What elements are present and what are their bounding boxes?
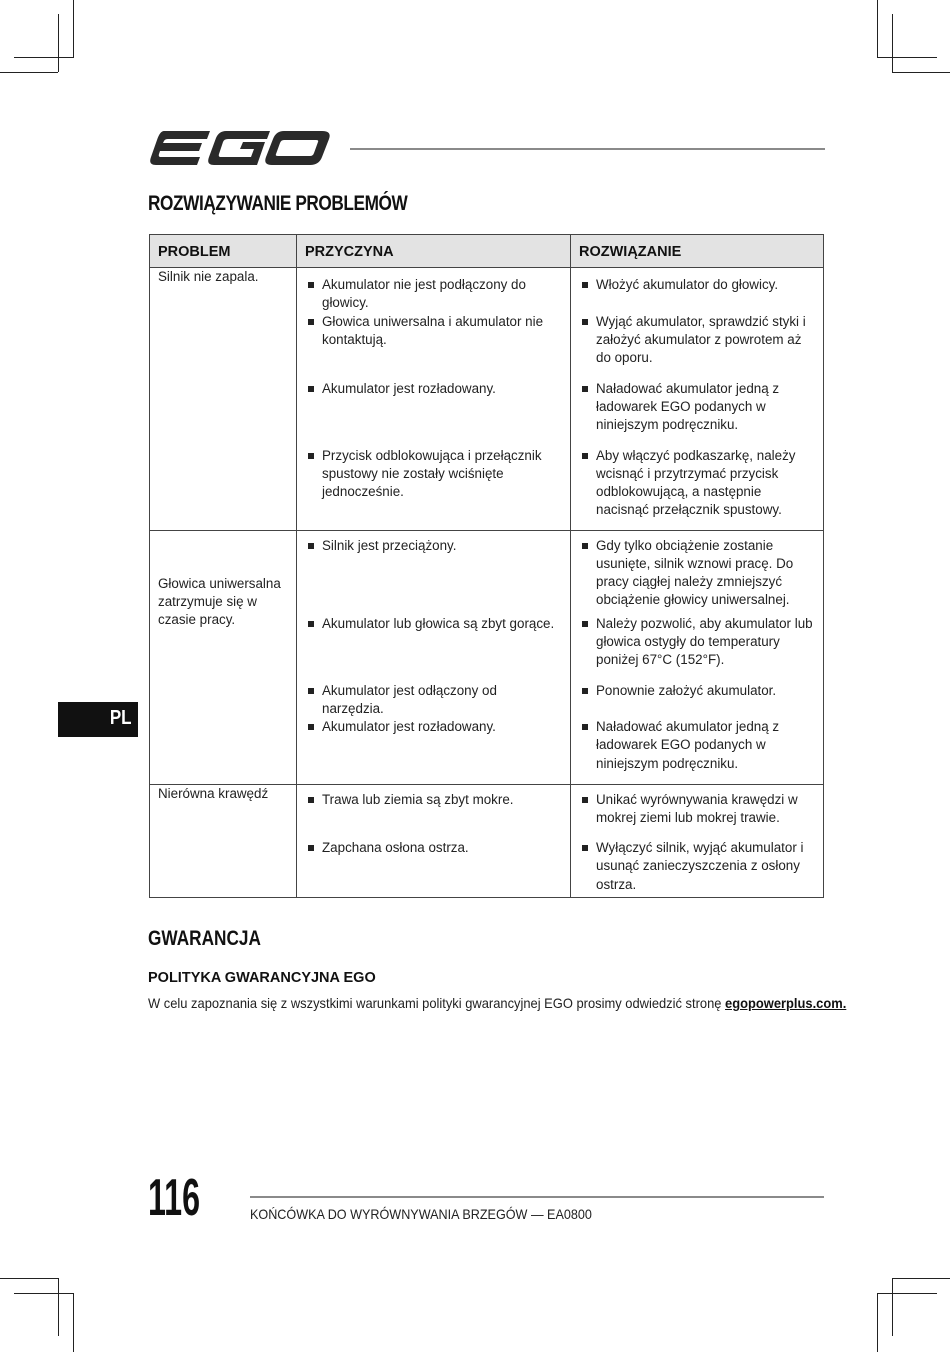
language-tab-label: PL [110, 707, 132, 729]
crop-mark [892, 14, 893, 72]
cause-item: Akumulator jest rozładowany. [307, 380, 560, 398]
table-row [150, 785, 824, 840]
language-tab [58, 702, 138, 737]
table-header-row [150, 235, 824, 268]
ego-logo [150, 128, 332, 170]
warranty-link[interactable]: egopowerplus.com. [725, 996, 847, 1011]
crop-mark [73, 0, 74, 58]
solution-item: Unikać wyrównywania krawędzi w mokrej ziemi lub mokrej trawie. [581, 791, 813, 828]
cause-item: Zapchana osłona ostrza. [307, 839, 560, 857]
cause-item: Akumulator jest rozładowany. [307, 718, 560, 736]
section-title: ROZWIĄZYWANIE PROBLEMÓW [148, 192, 408, 215]
crop-mark [892, 1278, 950, 1279]
crop-mark [892, 1278, 893, 1336]
page-number: 116 [148, 1169, 201, 1227]
crop-mark [73, 1293, 74, 1352]
cause-item: Przycisk odblokowująca i przełącznik spustowy nie zostały wciśnięte jednocześnie. [307, 447, 560, 502]
warranty-text [148, 996, 846, 1011]
footer-model: EA0800 [547, 1206, 592, 1222]
header-cause: PRZYCZYNA [297, 235, 571, 268]
solution-item: Włożyć akumulator do głowicy. [581, 276, 813, 294]
problem-cell: Silnik nie zapala. [150, 268, 297, 531]
solution-item: Ponownie założyć akumulator. [581, 682, 813, 700]
footer-title [250, 1206, 592, 1222]
cause-item: Trawa lub ziemia są zbyt mokre. [307, 791, 560, 809]
cause-item: Akumulator nie jest podłączony do głowicy. [307, 276, 560, 313]
crop-mark [0, 1278, 58, 1279]
crop-mark [877, 1293, 937, 1294]
crop-mark [892, 72, 950, 73]
warranty-title: GWARANCJA [148, 927, 261, 950]
table-row [150, 530, 824, 615]
solution-item: Aby włączyć podkaszarkę, należy wcisnąć i przytrzymać przycisk odblokowującą, a następnie nacisnąć przełącznik spustowy. [581, 447, 813, 520]
solution-item: Naładować akumulator jedną z ładowarek EGO podanych w niniejszym podręczniku. [581, 718, 813, 773]
solution-item: Należy pozwolić, aby akumulator lub głowica ostygły do temperatury poniżej 67°C (152°F). [581, 615, 813, 670]
table-row [150, 268, 824, 313]
problem-cell: Nierówna krawędź [150, 785, 297, 898]
warranty-subtitle: POLITYKA GWARANCYJNA EGO [148, 970, 376, 986]
footer-separator: — [530, 1206, 544, 1222]
crop-mark [0, 72, 58, 73]
solution-item: Wyłączyć silnik, wyjąć akumulator i usunąć zanieczyszczenia z osłony ostrza. [581, 839, 813, 894]
solution-item: Naładować akumulator jedną z ładowarek EGO podanych w niniejszym podręczniku. [581, 380, 813, 435]
cause-item: Akumulator lub głowica są zbyt gorące. [307, 615, 560, 633]
crop-mark [58, 1278, 59, 1336]
footer-rule [250, 1196, 824, 1198]
crop-mark [58, 14, 59, 72]
crop-mark [14, 57, 74, 58]
crop-mark [877, 1293, 878, 1352]
troubleshooting-table [149, 234, 824, 898]
warranty-text-body: W celu zapoznania się z wszystkimi warunkami polityki gwarancyjnej EGO prosimy odwiedzić stronę [148, 996, 726, 1011]
problem-cell: Głowica uniwersalna zatrzymuje się w czasie pracy. [150, 530, 297, 785]
solution-item: Wyjąć akumulator, sprawdzić styki i założyć akumulator z powrotem aż do oporu. [581, 313, 813, 368]
header-rule [350, 148, 825, 150]
footer-doc-title: KOŃCÓWKA DO WYRÓWNYWANIA BRZEGÓW [250, 1206, 528, 1222]
crop-mark [14, 1293, 74, 1294]
cause-item: Silnik jest przeciążony. [307, 537, 560, 555]
header-solution: ROZWIĄZANIE [571, 235, 824, 268]
cause-item: Głowica uniwersalna i akumulator nie kontaktują. [307, 313, 560, 350]
crop-mark [877, 57, 937, 58]
solution-item: Gdy tylko obciążenie zostanie usunięte, silnik wznowi pracę. Do pracy ciągłej należy zmniejszyć obciążenie głowicy uniwersalnej. [581, 537, 813, 610]
cause-item: Akumulator jest odłączony od narzędzia. [307, 682, 560, 719]
crop-mark [877, 0, 878, 58]
header-problem: PROBLEM [150, 235, 297, 268]
